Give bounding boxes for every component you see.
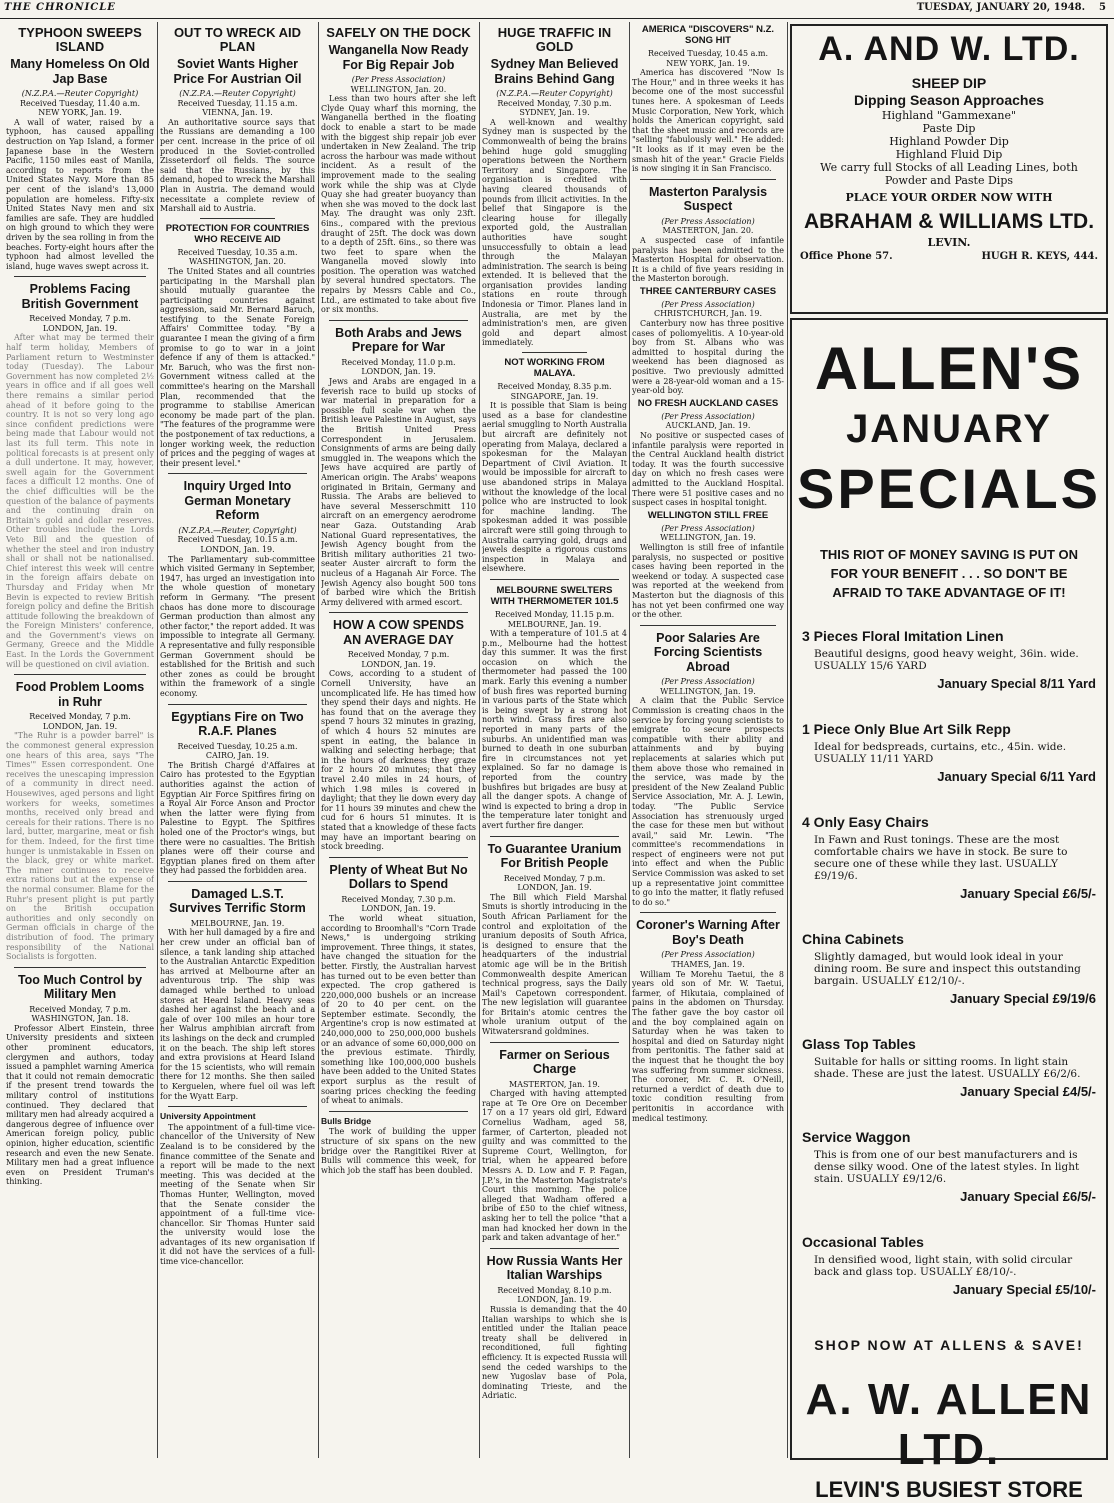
column-rule	[479, 22, 480, 1458]
divider	[168, 473, 307, 474]
column-1	[6, 22, 154, 1458]
story-dateline: LONDON, Jan. 19.	[42, 323, 118, 333]
ad-slogan: SHOP NOW AT ALLENS & SAVE!	[814, 1337, 1084, 1353]
story-headline: Sydney Man Believed Brains Behind Gang	[490, 57, 619, 86]
story-received: Received Monday, 11.15 p.m.	[494, 609, 615, 619]
ad-line: Highland Fluid Dip	[895, 148, 1003, 161]
story-dateline: THAMES, Jan. 19.	[671, 960, 745, 970]
story-body: William Te Morehu Taetui, the 8 years old son of Mr. W. Taetui, farmer, of Hikutaia, complained of pains in the abdomen on Thursday. The father gave the boy castor oil and the boy complained again on Saturday when he was taken to hospital and died on Saturday night from peritonitis. The father said at the inquest that he thought the boy was suffering from summer sickness. The coroner, Mr. C. R. O'Neill, returned a verdict of death due to toxic condition resulting from peritonitis in accordance with medical testimony.	[632, 969, 784, 1123]
story-body: An authoritative source says that the Russians are demanding a 100 per cent. increase in the price of oil produced in the Soviet-controlled Zisseterdorf oil fields. The source said that the Russians, by this demand, hoped to wreck the Marshall Plan in Austria. The demand would necessitate a complete review of Marshall aid to Austria.	[160, 117, 315, 214]
item-name: China Cabinets	[802, 931, 904, 947]
story-source: (N.Z.P.A.—Reuter Copyright)	[496, 89, 613, 98]
item-desc: This is from one of our best manufacturers and is dense silky wood. One of the latest styles. In light stain. USUALLY £9/12/6.	[814, 1149, 1080, 1185]
story-received: Received Tuesday, 10.25 a.m.	[177, 741, 298, 751]
story-dateline: WELLINGTON, Jan. 19.	[660, 533, 756, 543]
story-subhead: NO FRESH AUCKLAND CASES	[637, 397, 779, 409]
paper-name: THE CHRONICLE	[4, 2, 116, 13]
story-received: Received Tuesday, 10.35 a.m.	[177, 247, 298, 257]
story-body: After what may be termed their half term holiday, Members of Parliament return to Westminster today (Tuesday). The Labour Government has now completed 2½ years in office and if all goes well there remains a similar period ahead of it before going to the country. It is not so very long ago since confident predictions were being made that Labour would not last its full term. This note in political forecasts is at present only a dull undertone. It may, however, swell again for the Government faces a difficult 12 months. One of the chief difficulties will be the question of the balance of payments and the continuing drain on Britain's gold and dollar reserves. Other troubles include the Lords Veto Bill and the question of whether the steel and iron industry shall or shall not be nationalised. Chief interest this week will centre in the foreign affairs debate on Thursday and Friday when Mr Bevin is expected to review British foreign policy and define the British attitude following the breakdown of the Foreign Ministers' conference, and the Government's views on Germany, Greece and the Middle East. In the Lords the Government will be questioned on civil aviation.	[6, 333, 154, 669]
divider	[329, 320, 468, 321]
story-source: (Per Press Association)	[661, 216, 755, 226]
story-dateline: VIENNA, Jan. 19.	[202, 108, 273, 118]
story-body: No positive or suspected cases of infantile paralysis were reported in the Central Auckland health district today. It was the fourth successive day on which no fresh cases were admitted to the Auckland Hospital. There were 51 positive cases and no suspect cases in hospital tonight.	[632, 431, 784, 508]
story-dateline: CHRISTCHURCH, Jan. 19.	[653, 309, 763, 319]
story-headline: Both Arabs and Jews Prepare for War	[335, 325, 462, 355]
story-dateline: NEW YORK, Jan. 19.	[666, 58, 750, 68]
ad-intro: THIS RIOT OF MONEY SAVING IS PUT ON FOR YOUR BENEFIT . . . SO DON'T BE AFRAID TO TAKE ADVANTAGE OF IT!	[819, 547, 1079, 600]
story-headline: University Appointment	[160, 1111, 256, 1122]
story-subhead: PROTECTION FOR COUNTRIES WHO RECEIVE AID	[165, 222, 310, 245]
story-subhead: WELLINGTON STILL FREE	[647, 509, 769, 521]
story-headline: Poor Salaries Are Forcing Scientists Abroad	[653, 630, 763, 674]
story-dateline: LONDON, Jan. 19.	[361, 904, 436, 914]
column-4	[482, 22, 627, 1458]
story-headline: Coroner's Warning After Boy's Death	[636, 918, 780, 947]
column-rule	[157, 22, 158, 1458]
story-dateline: LONDON, Jan. 19.	[200, 545, 275, 555]
story-received: Received Monday, 7 p.m.	[29, 1004, 131, 1014]
issue-date: TUESDAY, JANUARY 20, 1948.	[916, 2, 1086, 13]
story-body: Canterbury now has three positive cases of poliomyelitis. A 10-year-old boy from St. Albans who was admitted to hospital during the weekend has been diagnosed as positive. Two previously admitted were a 28-year-old woman and a 15-year-old boy.	[632, 319, 784, 396]
item-desc: Beautiful designs, good heavy weight, 36in. wide. USUALLY 15/6 YARD	[814, 648, 1079, 672]
ad-product: SHEEP DIP	[911, 75, 987, 91]
ad-allens	[790, 318, 1108, 1502]
story-received: Received Monday, 8.35 p.m.	[497, 382, 612, 392]
ad-subtitle: SPECIALS	[796, 457, 1102, 520]
item-price: January Special £5/10/-	[952, 1282, 1096, 1297]
story-body: Charged with having attempted rape at Te Ore Ore on December 17 on a 17 years old girl, Edward Cornelius Wadham, aged 58, farmer, of Carterton, pleaded not guilty and was committed to the Supreme Court, Wellington, for trial, when he appeared before Messrs A. D. Low and F. P. Fagan, J.P.'s, in the Masterton Magistrate's Court this morning. The police alleged that Wadham offered a bribe of £50 to the chief witness, asking her to tell the police "that a man had knocked her down in the park and taken advantage of her."	[482, 1089, 627, 1243]
story-source: (Per Press Association)	[661, 299, 755, 309]
story-dateline: CAIRO, Jan. 19.	[205, 751, 270, 761]
story-received: Received Tuesday, 11.40 a.m.	[19, 98, 141, 108]
story-body: Wellington is still free of infantile paralysis, no suspected or positive cases having been reported in the weekend or today. A suspected case was reported at the weekend from Masterton but the diagnosis of this has not yet been confirmed one way or the other.	[632, 542, 784, 620]
story-dateline: LONDON, Jan. 19.	[42, 721, 118, 731]
column-3	[321, 22, 476, 1458]
story-received: Received Monday, 7 p.m.	[503, 873, 606, 883]
ad-order: PLACE YOUR ORDER NOW WITH	[845, 191, 1053, 204]
divider	[14, 967, 146, 968]
item-desc: In densified wood, light stain, with solid circular back and glass top. USUALLY £8/10/-.	[814, 1254, 1073, 1278]
ad-item	[802, 931, 1096, 1006]
story-source: (Per Press Association)	[661, 411, 755, 421]
story-received: Received Monday, 7 p.m.	[29, 712, 131, 722]
story-body: The United States and all countries participating in the Marshall plan should mutually guarantee the participating countries against aggression, said Mr. Bernard Baruch, testifying to the Senate Foreign Affairs' Committee today. "By a guarantee I mean the giving of a firm promise to go to war in a joint defence if any of them is attacked." Mr. Baruch, who was the first non-Government witness called at the committee's hearing on the Marshall Plan, recommended that the programme to stabilise American economy be made part of the plan. "The features of the programme were the postponement of tax reductions, a longer working week, the reduction of prices and the pegging of wages at their present level."	[160, 266, 315, 468]
item-price: January Special £6/5/-	[960, 886, 1096, 901]
ad-item	[802, 721, 1096, 784]
item-price: January Special £4/5/-	[960, 1084, 1096, 1099]
story-body: Less than two hours after she left Clyde Quay wharf this morning, the Wanganella berthed in the floating dock to enable a start to be made with the biggest ship repair job ever undertaken in New Zealand. The trip across the harbour was made without incident. As a result of the improvement made to the sealing work while the ship was at Clyde Quay she had greater buoyancy than when she was moved to the dock last May. The draught was only 23ft. 6ins., compared with the previous draught of 25ft. The dock was down to a depth of 25ft. 6ins., so there was two feet to spare when the Wanganella moved slowly into position. The operation was watched by several hundred spectators. The repairs by Messrs Cable and Co., Ltd., are estimated to take about five or six months.	[321, 94, 476, 315]
ad-item	[802, 1036, 1096, 1099]
story-subhead: NOT WORKING FROM MALAYA.	[504, 357, 605, 380]
story-body: The appointment of a full-time vice-chancellor of the University of New Zealand is to be considered by the finance committee of the Senate and a report will be made to the next meeting. This was decided at the meeting of the Senate when Sir Thomas Hunter, Wellington, moved that the Senate consider the appointment of a full-time vice-chancellor. Sir Thomas Hunter said the university would lose the advantages of its new organisation if it did not have the services of a full-time vice-chancellor.	[160, 1122, 315, 1267]
story-body: A well-known and wealthy Sydney man is suspected by the Commonwealth of being the brains behind huge gold smuggling operations between the Northern Territory and Singapore. The organisation is credited with having cleared thousands of pounds from illicit activities. In the belief that Singapore is the clearing house for illegally exported gold, the Australian authorities have sought unsuccessfully to obtain a lead through the Malayan administration. The search is being extended. It is believed that the organisation provides landing stations en route through Indonesia or Timor. Planes land in Australia, are met by the administration's men, are given gold and depart almost immediately.	[482, 117, 627, 348]
divider	[490, 1248, 619, 1249]
divider	[640, 179, 776, 180]
divider	[490, 836, 619, 837]
ad-title: ALLEN'S	[814, 335, 1084, 402]
story-headline: Food Problem Looms in Ruhr	[15, 680, 145, 709]
ad-item	[802, 814, 1096, 901]
story-dateline: LONDON, Jan. 19.	[361, 367, 436, 377]
story-headline: To Guarantee Uranium For British People	[487, 841, 622, 871]
item-name: 4 Only Easy Chairs	[802, 814, 929, 830]
ad-line: Highland Powder Dip	[889, 135, 1009, 148]
story-kicker: OUT TO WRECK AID PLAN	[173, 25, 302, 54]
ad-season: Dipping Season Approaches	[853, 92, 1045, 108]
story-received: Received Monday, 7 p.m.	[29, 314, 131, 324]
story-body: A suspected case of infantile paralysis has been admitted to the Masterton Hospital for observation. It is a child of five years residing in the Masterton borough.	[632, 235, 784, 284]
story-received: Received Monday, 8.10 p.m.	[497, 1285, 612, 1295]
ad-tagline: LEVIN'S BUSIEST STORE	[815, 1477, 1083, 1502]
story-headline: Soviet Wants Higher Price For Austrian Oil	[173, 57, 302, 86]
ad-manager: HUGH R. KEYS, 444.	[981, 251, 1098, 262]
ad-company: ABRAHAM & WILLIAMS LTD.	[803, 210, 1095, 233]
page-number: 5	[1099, 2, 1106, 13]
story-dateline: MASTERTON, Jan. 19.	[509, 1079, 600, 1089]
story-dateline: WELLINGTON, Jan. 20.	[350, 84, 447, 94]
ad-line: We carry full Stocks of all Leading Lines, both	[820, 161, 1078, 174]
item-name: 3 Pieces Floral Imitation Linen	[802, 628, 1004, 644]
story-headline: Egyptians Fire on Two R.A.F. Planes	[171, 709, 304, 739]
story-dateline: AUCKLAND, Jan. 19.	[665, 421, 751, 431]
ad-line: Powder and Paste Dips	[884, 174, 1014, 187]
ad-item	[802, 628, 1096, 691]
story-source: (Per Press Association)	[351, 75, 446, 84]
item-name: Occasional Tables	[802, 1234, 924, 1250]
story-headline: Too Much Control by Military Men	[17, 972, 143, 1002]
story-dateline: NEW YORK, Jan. 19.	[38, 108, 122, 118]
story-dateline: WASHINGTON, Jan. 18.	[31, 1014, 129, 1024]
story-headline: Plenty of Wheat But No Dollars to Spend	[329, 862, 468, 892]
story-dateline: WASHINGTON, Jan. 20.	[188, 257, 286, 267]
story-headline: Many Homeless On Old Jap Base	[10, 57, 150, 86]
story-headline: MELBOURNE SWELTERS WITH THERMOMETER 101.5	[490, 584, 619, 607]
ad-town: LEVIN.	[927, 236, 971, 249]
story-dateline: LONDON, Jan. 19.	[361, 659, 436, 669]
divider	[490, 1042, 619, 1043]
story-dateline: MELBOURNE, Jan. 19.	[507, 619, 602, 629]
ad-item	[802, 1234, 1096, 1297]
story-source: (N.Z.P.A.—Reuter, Copyright)	[178, 525, 297, 535]
story-received: Received Tuesday, 10.45 a.m.	[647, 49, 769, 58]
story-headline: Problems Facing British Government	[21, 282, 139, 311]
story-body: The world wheat situation, according to Broomhall's "Corn Trade News," is undergoing striking improvement. Three things, it states, have changed the situation for the better. Firstly, the Australian harvest has turned out to be even better than expected. The crop gathered is 220,000,000 bushels or an increase of 20 to 40 per cent. on the September estimate. Secondly, the Argentine's crop is now estimated at 240,000,000 to 250,000,000 bushels or an advance of some 60,000,000 on the previous estimate. Thirdly, something like 100,000,000 bushels have been added to the United States export surplus as the result of soaring prices checking the feeding of wheat to animals.	[321, 913, 476, 1106]
story-source: (N.Z.P.A.—Reuter Copyright)	[179, 89, 296, 98]
divider	[640, 912, 776, 913]
divider	[168, 1106, 307, 1107]
ad-abraham-williams	[790, 24, 1108, 314]
ad-line: Paste Dip	[922, 122, 976, 135]
story-received: Received Tuesday, 10.15 a.m.	[177, 535, 298, 545]
ad-office-phone: Office Phone 57.	[800, 251, 893, 262]
story-headline: Bulls Bridge	[321, 1115, 372, 1126]
item-name: Glass Top Tables	[802, 1036, 916, 1052]
story-body: America has discovered "Now Is The Hour," and in three weeks it has become one of the most successful tunes here. A spokesman of Leeds Music Corporation, New York, which holds the American copyright, said that the sheet music and records are "selling "fabulously well." He added: "It looks as if it may even be the smash hit of the year." Gracie Fields is now singing it in San Francisco.	[632, 68, 784, 174]
divider	[14, 674, 146, 675]
divider	[14, 276, 146, 277]
story-body: Professor Albert Einstein, three University presidents and sixteen other prominent educators, clergymen and authors, today issued a pamphlet warning America that it could not remain democratic if the present trend towards the military control of institutions continued. They declared that military men had already acquired a dangerous degree of influence over American foreign policy, public opinion, higher education, scientific research and even the new Senate. Military men had a great influence even on President Truman's thinking.	[6, 1023, 154, 1187]
item-name: Service Waggon	[802, 1129, 911, 1145]
item-desc: Suitable for halls or sitting rooms. In light stain shade. These are just the latest. USUALLY £6/2/6.	[814, 1056, 1081, 1080]
story-source: (Per Press Association)	[661, 677, 755, 687]
column-5	[632, 22, 784, 1458]
story-dateline: LONDON, Jan. 19.	[517, 883, 592, 893]
ad-item	[802, 1129, 1096, 1204]
story-received: Received Monday, 7.30 p.m.	[341, 894, 456, 904]
item-price: January Special 6/11 Yard	[937, 769, 1096, 784]
story-body: With a temperature of 101.5 at 4 p.m., Melbourne had the hottest day this summer. It was the first occasion on which the thermometer had passed the 100 mark. Early this evening a number of bush fires was reported burning in various parts of the State which is being swept by a strong hot north wind. Grass fires are also reported in many parts of the suburbs. An unidentified man was burned to death in one suburban fire in circumstances not yet explained. So far no damage is reported from the country bushfires but brigades are busy at all the danger spots. A change of wind is expected to bring a drop in the temperature later tonight and avert further fire danger.	[482, 629, 627, 830]
ad-company: A. W. ALLEN LTD.	[805, 1375, 1093, 1474]
story-body: The Bill which Field Marshal Smuts is shortly introducing in the South African Parliament for the control and exploitation of the uranium deposits of South Africa, is designed to ensure that the headquarters of the industrial atomic age will be in the British Commonwealth despite American technical progress, says the Daily Mail's Capetown correspondent. The new legislation will guarantee for Britain's atomic centres the whole uranium output of the Witwatersrand goldmines.	[482, 892, 627, 1037]
story-body: Cows, according to a student of Cornell University, have an uncomplicated life. He has timed how they spend their days and nights. He has found that on the average they spend 7 hours 32 minutes in grazing, of which 4 hours 52 minutes are spent in eating, the balance in walking and selecting herbage; that in the hours of darkness they graze for 2 hours 20 minutes; that they travel 2.40 miles in 24 hours, of which 1.98 miles is covered in daylight; that they lie down every day for 11 hours 39 minutes and chew the cud for 6 hours 51 minutes. It is stated that a knowledge of these facts may have an important bearing on stock breeding.	[321, 669, 476, 852]
story-body: It is possible that Siam is being used as a base for clandestine aerial smuggling to North Australia but aircraft are definitely not operating from Malaya, declared a spokesman for the Malayan Department of Civil Aviation. It would be impossible for aircraft to use abandoned strips in Malaya without the knowledge of the local police who are instructed to look for machine landing. The spokesman added it was possible aircraft were still going through to Australia carrying gold, drugs and jewels despite a rigorous customs inspection in Malaya and elsewhere.	[482, 401, 627, 574]
divider	[522, 352, 587, 353]
divider	[329, 857, 468, 858]
story-kicker: TYPHOON SWEEPS ISLAND	[18, 25, 142, 54]
divider	[329, 1111, 468, 1112]
story-headline: AMERICA "DISCOVERS" N.Z. SONG HIT	[641, 24, 775, 46]
story-received: Received Monday, 7.30 p.m.	[497, 98, 612, 108]
divider	[329, 612, 468, 613]
ad-subtitle: JANUARY	[846, 407, 1052, 451]
story-body: A claim that the Public Service Commission is creating chaos in the service by forcing young scientists to emigrate to secure prospects compatible with their ability and attainments and by buying replacements at salaries which put them above those who remained in the service, was made by the president of the New Zealand Public Service Association, Mr. A. J. Lewin, today. "The Public Service Association has strenuously urged the case for these men but without avail," said Mr. Lewin. "The committee's recommendations in respect of engineers were not put into effect and when the Public Service Commission was asked to set up a representative joint committee to go into the matter, it flatly refused to do so."	[632, 696, 784, 907]
column-rule	[629, 22, 630, 1458]
column-2	[160, 22, 315, 1458]
story-dateline: SYDNEY, Jan. 19.	[519, 108, 590, 118]
story-source: (N.Z.P.A.—Reuter Copyright)	[21, 89, 139, 98]
story-body: With her hull damaged by a fire and her crew under an official ban of silence, a tank landing ship attached to the Australian Antarctic Expedition has arrived at Melbourne after an adventurous trip. The ship was damaged while berthed to unload stores at Heard Island. Heavy seas dashed her against the beach and a gale of over 100 miles an hour tore her Walrus amphibian aircraft from its lashings on the deck and crumpled it on the beach. The ship left stores and extra provisions at Heard Island for the 15 scientists, who will remain there for 12 months. She then sailed to Kerguelen, where fuel oil was left for the Wyatt Earp.	[160, 928, 315, 1101]
story-headline: Damaged L.S.T. Survives Terrific Storm	[169, 886, 306, 916]
story-body: "The Ruhr is a powder barrel" is the commonest general expression one hears of this area, says "The Times'" Essen correspondent. One receives the unescaping impression of a community in direct need. Housewives, aged persons and light workers for weeks, sometimes months, received only bread and cereals for their rations. There is no lard, butter, margarine, meat or fish for them. Indeed, for the first time hunger is unmistakable in Essen on the black, grey or white market. The miner continues to receive extra rations but at the expense of the normal consumer. Blame for the Ruhr's present plight is put partly on the British occupation authorities and only secondly on German officials in charge of the distribution of food. The primary responsibility of the National Socialists is forgotten.	[6, 731, 154, 962]
story-subhead: THREE CANTERBURY CASES	[639, 285, 777, 297]
column-rule	[318, 22, 319, 1458]
story-body: The Parliamentary sub-committee which visited Germany in September, 1947, has urged an investigation into the whole question of monetary reform in Germany. "The present chaos has done more to discourage German production than almost any other factor," the report added. It was impossible to integrate all Germany. A representative and fully responsible German Government should be established for the British and such other zones as could be brought within the framework of a single economy.	[160, 554, 315, 698]
item-price: January Special £6/5/-	[960, 1189, 1096, 1204]
story-headline: How Russia Wants Her Italian Warships	[486, 1253, 623, 1283]
divider	[168, 881, 307, 882]
story-headline: Wanganella Now Ready For Big Repair Job	[328, 43, 469, 72]
item-price: January Special £9/19/6	[950, 991, 1096, 1006]
story-source: (Per Press Association)	[661, 523, 755, 533]
item-desc: Slightly damaged, but would look ideal in your dining room. Be sure and inspect this outstanding bargain. USUALLY £12/10/-.	[814, 951, 1081, 987]
story-dateline: MELBOURNE, Jan. 19.	[190, 918, 285, 928]
story-dateline: LONDON, Jan. 19.	[517, 1295, 592, 1305]
story-received: Received Monday, 11.0 p.m.	[341, 357, 456, 367]
story-body: Jews and Arabs are engaged in a feverish race to build up stocks of war material in preparation for a possible full scale war when the British leave Palestine in August, says the British United Press Correspondent in Jerusalem. Consignments of arms are being daily smuggled in. The weapons which the Jews have acquired are partly of American origin. The Arabs' weapons originated in Britain, Germany and Russia. The Arabs are believed to have several Messerschmitt 110 aircraft on an emergency aerodrome near Gaza. Outstanding Arab National Guard representatives, the Jewish Agency bought from the British military authorities 21 two-seater Auster aircraft to form the nucleus of a Haganah Air Force. The Jewish Agency also bought 500 tons of barbed wire which the British Army delivered with armed escort.	[321, 377, 476, 607]
divider	[640, 625, 776, 626]
story-kicker: SAFELY ON THE DOCK	[326, 25, 471, 40]
story-kicker: HUGE TRAFFIC IN GOLD	[497, 25, 612, 54]
masthead	[0, 0, 1114, 19]
item-desc: In Fawn and Rust tonings. These are the most comfortable chairs we have in stock. Be sure to secure one of these while they last. USUALLY £9/19/6.	[814, 834, 1068, 882]
story-received: Received Monday, 7 p.m.	[347, 650, 450, 660]
story-headline: HOW A COW SPENDS AN AVERAGE DAY	[332, 618, 465, 647]
story-headline: Masterton Paralysis Suspect	[648, 184, 768, 214]
column-rule	[787, 22, 788, 1458]
divider	[168, 704, 307, 705]
story-body: The work of building the upper structure of six spans on the new bridge over the Rangitikei River at Bulls will commence this week, for which job the staff has been doubled.	[321, 1127, 476, 1175]
divider	[490, 579, 619, 580]
divider	[200, 218, 275, 219]
story-source: (Per Press Association)	[661, 950, 755, 960]
story-headline: Farmer on Serious Charge	[499, 1047, 610, 1077]
item-name: 1 Piece Only Blue Art Silk Repp	[802, 721, 1011, 737]
story-headline: Inquiry Urged Into German Monetary Reform	[183, 479, 292, 523]
story-received: Received Tuesday, 11.15 a.m.	[177, 98, 298, 108]
ad-title: A. AND W. LTD.	[818, 30, 1080, 68]
story-dateline: WELLINGTON, Jan. 19.	[660, 686, 756, 696]
story-dateline: SINGAPORE, Jan. 19.	[510, 391, 599, 401]
story-body: The British Chargé d'Affaires at Cairo has protested to the Egyptian authorities against the action of Egyptian Air Force Spitfires firing on a Royal Air Force Anson and Proctor when the latter were flying from Palestine to Egypt. The Spitfires holed one of the Proctor's wings, but there were no casualties. The British planes were off their course and Egyptian planes fired on them after they had passed the forbidden area.	[160, 760, 315, 876]
story-dateline: MASTERTON, Jan. 20.	[662, 226, 754, 236]
item-price: January Special 8/11 Yard	[937, 676, 1096, 691]
item-desc: Ideal for bedspreads, curtains, etc., 45in. wide. USUALLY 11/11 YARD	[814, 741, 1067, 765]
story-body: Russia is demanding that the 40 Italian warships to which she is entitled under the Italian peace treaty shall be delivered in reconditioned, full fighting efficiency. It is expected Russia will send the ceded warships to the new Yugoslav base of Pola, dominating Trieste, and the Adriatic.	[482, 1304, 627, 1401]
story-body: A wall of water, raised by a typhoon, has caused appalling destruction on Yap Island, a former Japanese base in the Western Pacific, 1150 miles east of Manila, according to reports from the United States Navy. More than 85 per cent of the island's 13,000 population are homeless. Fifty-six United States Navy men and six families are safe. They are huddled on high ground to which they were driven by the sea rolling in from the beaches. Forty-eight hours after the typhoon had almost levelled the island, huge waves swept across it.	[6, 117, 154, 271]
ad-line: Highland "Gammexane"	[881, 109, 1017, 122]
